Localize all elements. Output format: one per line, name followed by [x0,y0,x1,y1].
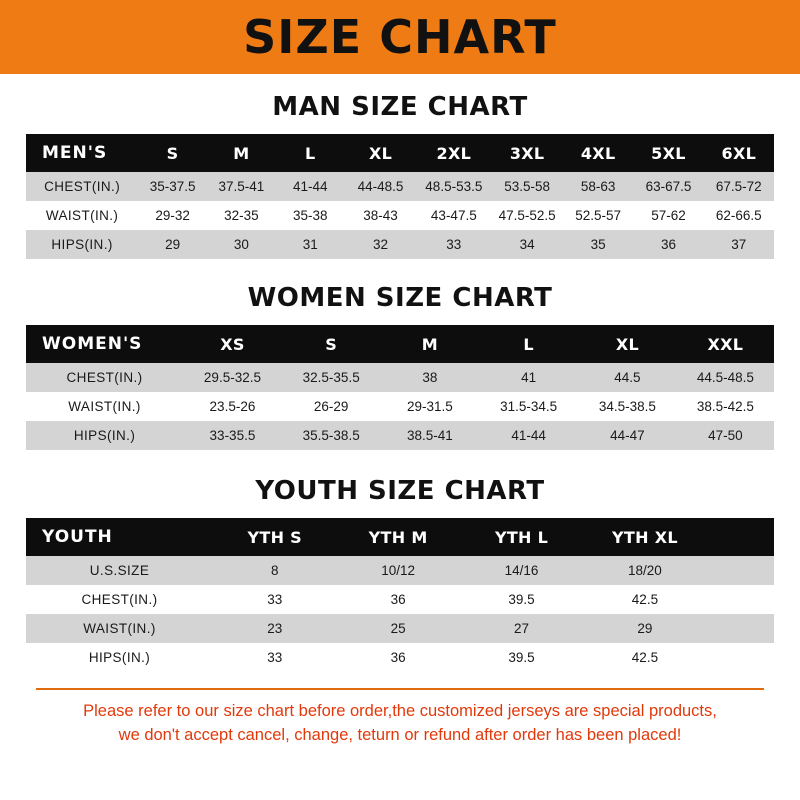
man-chest-label: CHEST(IN.) [44,179,121,194]
man-chest-3xl: 53.5-58 [504,179,551,194]
women-waist-s: 26-29 [313,399,349,414]
table-row [26,201,774,230]
man-chest-l: 41-44 [292,179,328,194]
youth-chest-yth-s: 33 [267,592,283,607]
man-header-m: M [233,143,250,163]
women-waist-xl: 34.5-38.5 [598,399,656,414]
header-banner [0,0,800,74]
women-size-table [26,325,774,450]
table-row [26,614,774,643]
women-hips-xxl: 47-50 [708,428,743,443]
man-waist-l: 35-38 [292,208,328,223]
women-waist-l: 31.5-34.5 [500,399,558,414]
youth-chest-label: CHEST(IN.) [81,592,158,607]
youth-header-yth-s: YTH S [247,527,302,547]
youth-hips-yth-l: 39.5 [508,650,535,665]
youth-header-label: YOUTH [42,527,113,547]
man-waist-3xl: 47.5-52.5 [498,208,556,223]
man-waist-label: WAIST(IN.) [45,208,119,223]
women-section-title: WOMEN SIZE CHART [247,283,553,313]
youth-ussize-label: U.S.SIZE [89,563,150,578]
man-waist-2xl: 43-47.5 [430,208,477,223]
table-row [26,643,774,672]
man-waist-6xl: 62-66.5 [715,208,762,223]
man-hips-l: 31 [302,237,318,252]
women-waist-xs: 23.5-26 [209,399,256,414]
women-chest-s: 32.5-35.5 [302,370,360,385]
man-waist-xl: 38-43 [363,208,398,223]
women-waist-m: 29-31.5 [407,399,453,414]
man-header-4xl: 4XL [580,143,616,163]
policy-note-line-1: Please refer to our size chart before order,the customized jerseys are special products, [83,702,717,720]
women-hips-xs: 33-35.5 [209,428,256,443]
youth-waist-label: WAIST(IN.) [83,621,156,636]
man-waist-m: 32-35 [224,208,259,223]
policy-note [36,688,764,748]
youth-chest-spacer [707,585,774,614]
women-chest-xxl: 44.5-48.5 [696,370,754,385]
youth-header-yth-l: YTH L [494,527,549,547]
women-waist-xxl: 38.5-42.5 [696,399,754,414]
women-chest-xl: 44.5 [614,370,641,385]
man-hips-4xl: 35 [590,237,606,252]
man-header-6xl: 6XL [721,143,757,163]
youth-ussize-yth-m: 10/12 [381,563,416,578]
youth-ussize-yth-s: 8 [270,563,279,578]
man-hips-2xl: 33 [446,237,462,252]
table-row [26,556,774,585]
women-header-m: M [421,334,439,354]
man-waist-s: 29-32 [155,208,190,223]
youth-ussize-yth-l: 14/16 [504,563,539,578]
youth-waist-yth-s: 23 [267,621,283,636]
man-header-s: S [166,143,179,163]
women-header-xxl: XXL [707,334,744,354]
youth-hips-label: HIPS(IN.) [88,650,151,665]
man-size-table [26,134,774,259]
youth-waist-yth-m: 25 [390,621,406,636]
women-waist-label: WAIST(IN.) [68,399,141,414]
man-hips-6xl: 37 [731,237,747,252]
man-header-xl: XL [368,143,393,163]
youth-chest-yth-xl: 42.5 [631,592,659,607]
youth-ussize-spacer [707,556,774,585]
women-chest-l: 41 [521,370,537,385]
man-chest-xl: 44-48.5 [357,179,404,194]
table-row [26,172,774,201]
youth-waist-spacer [707,614,774,643]
table-row [26,585,774,614]
youth-ussize-yth-xl: 18/20 [628,563,662,578]
man-header-2xl: 2XL [436,143,472,163]
youth-hips-yth-xl: 42.5 [631,650,659,665]
man-hips-3xl: 34 [519,237,535,252]
women-header-xl: XL [615,334,639,354]
women-table-header-row [26,325,774,363]
women-chest-m: 38 [422,370,438,385]
youth-header-yth-m: YTH M [368,527,428,547]
man-waist-5xl: 57-62 [651,208,686,223]
table-row [26,392,774,421]
women-header-l: L [523,334,534,354]
man-chest-m: 37.5-41 [218,179,265,194]
man-header-label: MEN'S [42,143,108,163]
youth-header-yth-xl: YTH XL [612,527,678,547]
man-header-3xl: 3XL [509,143,545,163]
youth-header-spacer [707,518,774,556]
man-header-l: L [304,143,316,163]
women-hips-xl: 44-47 [610,428,645,443]
women-hips-label: HIPS(IN.) [73,428,136,443]
table-row [26,363,774,392]
man-hips-m: 30 [233,237,249,252]
youth-hips-spacer [707,643,774,672]
youth-waist-yth-l: 27 [514,621,530,636]
man-hips-5xl: 36 [660,237,676,252]
women-hips-m: 38.5-41 [407,428,453,443]
youth-waist-yth-xl: 29 [637,621,653,636]
man-hips-label: HIPS(IN.) [51,237,113,252]
policy-note-line-2: we don't accept cancel, change, teturn or refund after order has been placed! [118,725,682,744]
youth-chest-yth-l: 39.5 [508,592,535,607]
youth-table-header-row [26,518,774,556]
youth-size-table [26,518,774,672]
women-header-label: WOMEN'S [42,334,143,354]
man-chest-6xl: 67.5-72 [715,179,762,194]
man-header-5xl: 5XL [651,143,686,163]
man-waist-4xl: 52.5-57 [575,208,622,223]
man-chest-4xl: 58-63 [580,179,616,194]
youth-hips-yth-m: 36 [390,650,406,665]
women-hips-s: 35.5-38.5 [302,428,360,443]
man-chest-5xl: 63-67.5 [645,179,692,194]
youth-hips-yth-s: 33 [267,650,283,665]
chart-content [0,74,800,800]
man-section-title: MAN SIZE CHART [272,92,528,122]
man-hips-s: 29 [165,237,181,252]
table-row [26,230,774,259]
women-header-s: S [325,334,338,354]
women-chest-label: CHEST(IN.) [66,370,143,385]
women-chest-xs: 29.5-32.5 [203,370,261,385]
man-chest-s: 35-37.5 [149,179,196,194]
youth-section-title: YOUTH SIZE CHART [255,476,545,506]
man-chest-2xl: 48.5-53.5 [425,179,483,194]
table-row [26,421,774,450]
man-hips-xl: 32 [373,237,389,252]
page-title: SIZE CHART [243,10,557,64]
women-hips-l: 41-44 [511,428,546,443]
man-table-header-row [26,134,774,172]
youth-chest-yth-m: 36 [390,592,406,607]
women-header-xs: XS [220,334,245,354]
